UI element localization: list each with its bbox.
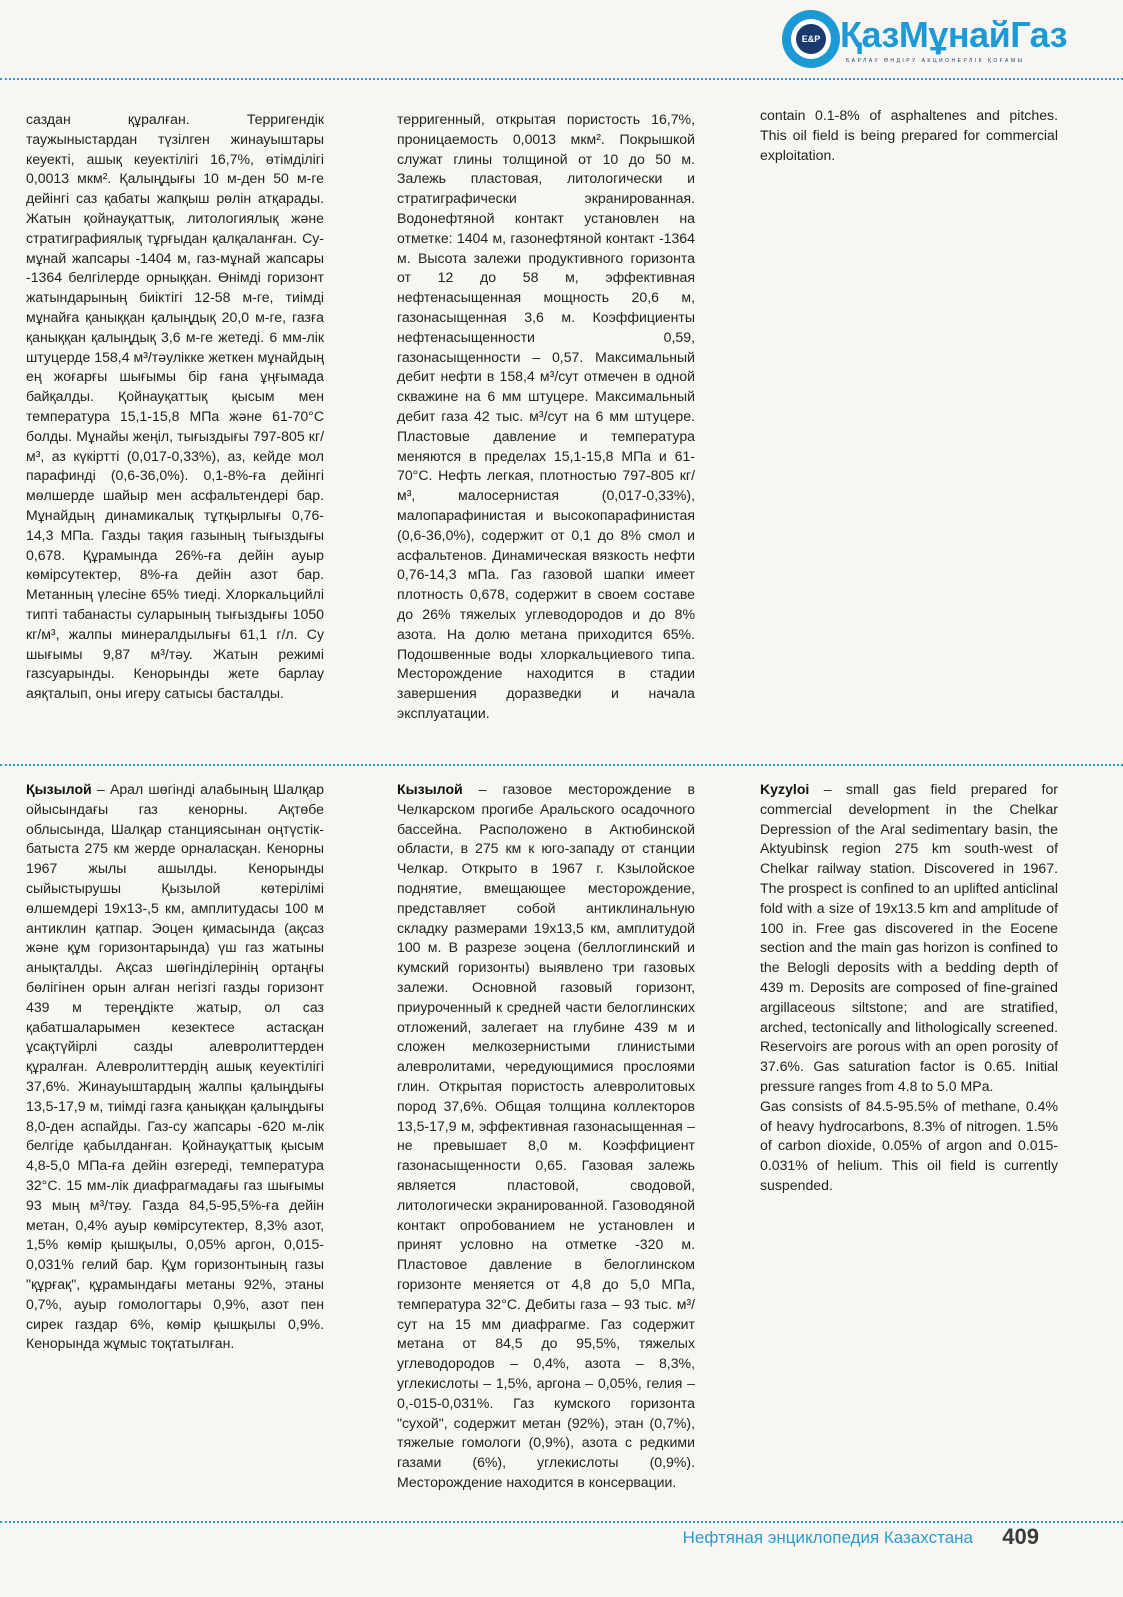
kazakh-entry-text: – Арал шөгінді алабының Шалқар ойысындағы газ кенорны. Ақтөбе облысында, Шалқар станциясынан оңтүстік-батыста 275 км жерде орналасқан. Кенорны 1967 жылы ашылды. Кенорынды сыйыстырушы Қызылой көтерілімі өлшемдері 19х13-,5 км, амплитудасы 100 м антиклин қатпар. Эоцен қимасында (ақсаз және құм горизонтарында) үш газ жатыны анықталды. Ақсаз шөгінділерінің ортаңғы бөлігінен орын алған негізгі газды горизонт 439 м тереңдікте жатыр, ол саз қабатшаларымен кезектесе астасқан ұсақтүйірлі сазды алевролиттерден құралған. Алевролиттердің ашық кеуектілігі 37,6%. Жинауыштардың жалпы қалыңдығы 13,5-17,9 м, тиімді газға қаныққан қалыңдығы 8,0-ден аспайды. Газ-су жапсары -620 м-лік белгіде қабылданған. Қойнауқаттық қысым 4,8-5,0 МПа-ға дейін өзгереді, температура 32°С. 15 мм-лік диафрагмадағы газ шығымы 93 мың м³/тәу. Газда 84,5-95,5%-ға дейін метан, 0,4% ауыр көмірсутектер, 8,3% азот, 1,5% көмір қышқылы, 0,05% аргон, 0,015-0,031% гелий бар. Құм горизонтының газы "құрғақ", құрамындағы метаны 92%, этаны 0,7%, ауыр гомологтары 0,9%, азот пен сирек газдар 6%, көмір қышқылы 0,9%. Кенорында жұмыс тоқтатылған. <box>26 781 324 1352</box>
top-russian-column <box>397 110 695 724</box>
english-entry-text: – small gas field prepared for commercial development in the Chelkar Depression of the Aral sedimentary basin, the Aktyubinsk region 275 km south-west of Chelkar railway station. Discovered in 1967. The prospect is confined to an uplifted anticlinal fold with a size of 19x13.5 km and amplitude of 100 in. Free gas discovered in the Eocene section and the main gas horizon is confined to the Belogli deposits with a bedding depth of 439 m. Deposits are composed of fine-grained argillaceous siltstone; and are stratified, arched, tectonically and lithologically screened. Reservoirs are porous with an open porosity of 37.6%. Gas saturation factor is 0.65. Initial pressure ranges from 4.8 to 5.0 MPa. <box>760 781 1058 1094</box>
top-english-column <box>760 106 1058 165</box>
logo-badge: E&P <box>796 24 826 54</box>
top-kazakh-column <box>26 110 324 704</box>
bottom-russian-column <box>397 780 695 1493</box>
english-entry-term: Kyzyloi <box>760 781 810 797</box>
bottom-kazakh-column <box>26 780 324 1354</box>
logo-emblem-icon <box>782 10 840 68</box>
company-logo <box>782 8 1082 74</box>
russian-entry-term: Кызылой <box>397 781 463 797</box>
logo-subtitle: БАРЛАУ ӨНДІРУ АКЦИОНЕРЛІК ҚОҒАМЫ <box>846 58 1025 64</box>
top-english-text: contain 0.1-8% of asphaltenes and pitches. This oil field is being prepared for commercial exploitation. <box>760 107 1058 163</box>
footer-title: Нефтяная энциклопедия Казахстана <box>682 1528 973 1547</box>
russian-entry-text: – газовое месторождение в Челкарском прогибе Аральского осадочного бассейна. Расположено в Актюбинской области, в 275 км к юго-западу от станции Челкар. Открыто в 1967 г. Кзылойское поднятие, вмещающее месторождение, представляет собой антиклинальную складку размерами 19х13,5 км, амплитудой 100 м. В разрезе эоцена (беллоглинский и кумский горизонты) выявлено три газовых залежи. Основной газовый горизонт, приуроченный к средней части белоглинских отложений, залегает на глубине 439 м и сложен мелкозернистыми глинистыми алевролитами, чередующимися прослоями глин. Открытая пористость алевролитовых пород 37,6%. Общая толщина коллекторов 13,5-17,9 м, эффективная газонасыщенная – не превышает 8,0 м. Коэффициент газонасыщенности 0,65. Газовая залежь является пластовой, сводовой, литологически экранированной. Газоводяной контакт опробованием не установлен и принят условно на отметке -320 м. Пластовое давление в белоглинском горизонте меняется от 4,8 до 5,0 МПа, температура 32°С. Дебиты газа – 93 тыс. м³/сут на 15 мм диафрагме. Газ содержит метана от 84,5 до 95,5%, тяжелых углеводородов – 0,4%, азота – 8,3%, углекислоты – 1,5%, аргона – 0,05%, гелия – 0,-015-0,031%. Газ кумского горизонта "сухой", содержит метан (92%), этан (0,7%), тяжелые гомологи (0,9%), азота с редкими газами (6%), углекислоты (0,9%). Месторождение находится в консервации. <box>397 781 695 1490</box>
middle-divider <box>0 764 1123 766</box>
page-number: 409 <box>1002 1524 1039 1549</box>
top-kazakh-text: саздан құралған. Терригендік таужыныстардан түзілген жинауыштары кеуекті, ашық кеуектілігі 16,7%, өтімділігі 0,0013 мкм². Қалыңдығы 10 м-ден 50 м-ге дейінгі саз қабаты жапқыш рөлін атқарады. Жатын қойнауқаттық, литологиялық және стратиграфиялық тұрғыдан қалқаланған. Су-мұнай жапсары -1404 м, газ-мұнай жапсары -1364 белгілерде орныққан. Өнімді горизонт жатындарының биіктігі 12-58 м-ге, тиімді мұнайға қаныққан қалыңдық 20,0 м-ге, газға қаныққан қалыңдық 3,6 м-ге жетеді. 6 мм-лік штуцерде 158,4 м³/тәулікке жеткен мұнайдың ең жоғарғы шығымы бір ғана ұңғымада байқалды. Қойнауқаттық қысым мен температура 15,1-15,8 МПа және 61-70°С болды. Мұнайы жеңіл, тығыздығы 797-805 кг/м³, аз күкіртті (0,017-0,33%), аз, кейде мол парафинді (0,6-36,0%). 0,1-8%-ға дейінгі мөлшерде шайыр мен асфальтендері бар. Мұнайдың динамикалық тұтқырлығы 0,76-14,3 МПа. Газды тақия газының тығыздығы 0,678. Құрамында 26%-ға дейін ауыр көмірсутектер, 8%-ға дейін азот бар. Метанның үлесіне 65% тиеді. Хлоркальцийлі типті табанасты суларының тығыздығы 1050 кг/м³, жалпы минералдылығы 61,1 г/л. Су шығымы 9,87 м³/тәу. Жатын режимі газсуарынды. Кенорынды жете барлау аяқталып, оны игеру сатысы басталды. <box>26 111 324 702</box>
english-entry-text-2: Gas consists of 84.5-95.5% of methane, 0.4% of heavy hydrocarbons, 8.3% of nitrogen. 1.5% of carbon dioxide, 0.05% of argon and 0.015-0.031% of helium. This oil field is currently suspended. <box>760 1097 1058 1193</box>
top-divider <box>0 78 1123 80</box>
top-russian-text: терригенный, открытая пористость 16,7%, проницаемость 0,0013 мкм². Покрышкой служат глины толщиной от 10 до 50 м. Залежь пластовая, литологически и стратиграфически экранированная. Водонефтяной контакт установлен на отметке: 1404 м, газонефтяной контакт -1364 м. Высота залежи продуктивного горизонта от 12 до 58 м, эффективная нефтенасыщенная мощность 20,6 м, газонасыщенная 3,6 м. Коэффициенты нефтенасыщенности 0,59, газонасыщенности – 0,57. Максимальный дебит нефти в 158,4 м³/сут отмечен в одной скважине на 6 мм штуцере. Максимальный дебит газа 42 тыс. м³/сут на 6 мм штуцере. Пластовые давление и температура меняются в пределах 15,1-15,8 МПа и 61-70°С. Нефть легкая, плотностью 797-805 кг/м³, малосернистая (0,017-0,33%), малопарафинистая и высокопарафинистая (0,6-36,0%), содержит от 0,1 до 8% смол и асфальтенов. Динамическая вязкость нефти 0,76-14,3 мПа. Газ газовой шапки имеет плотность 0,678, содержит в своем составе до 26% тяжелых углеводородов и до 8% азота. На долю метана приходится 65%. Подошвенные воды хлоркальциевого типа. Месторождение находится в стадии завершения доразведки и начала эксплуатации. <box>397 111 695 721</box>
bottom-divider <box>0 1521 1123 1523</box>
bottom-english-column <box>760 780 1058 1196</box>
kazakh-entry-term: Қызылой <box>26 781 92 797</box>
logo-name: ҚазМұнайГаз <box>840 14 1068 55</box>
